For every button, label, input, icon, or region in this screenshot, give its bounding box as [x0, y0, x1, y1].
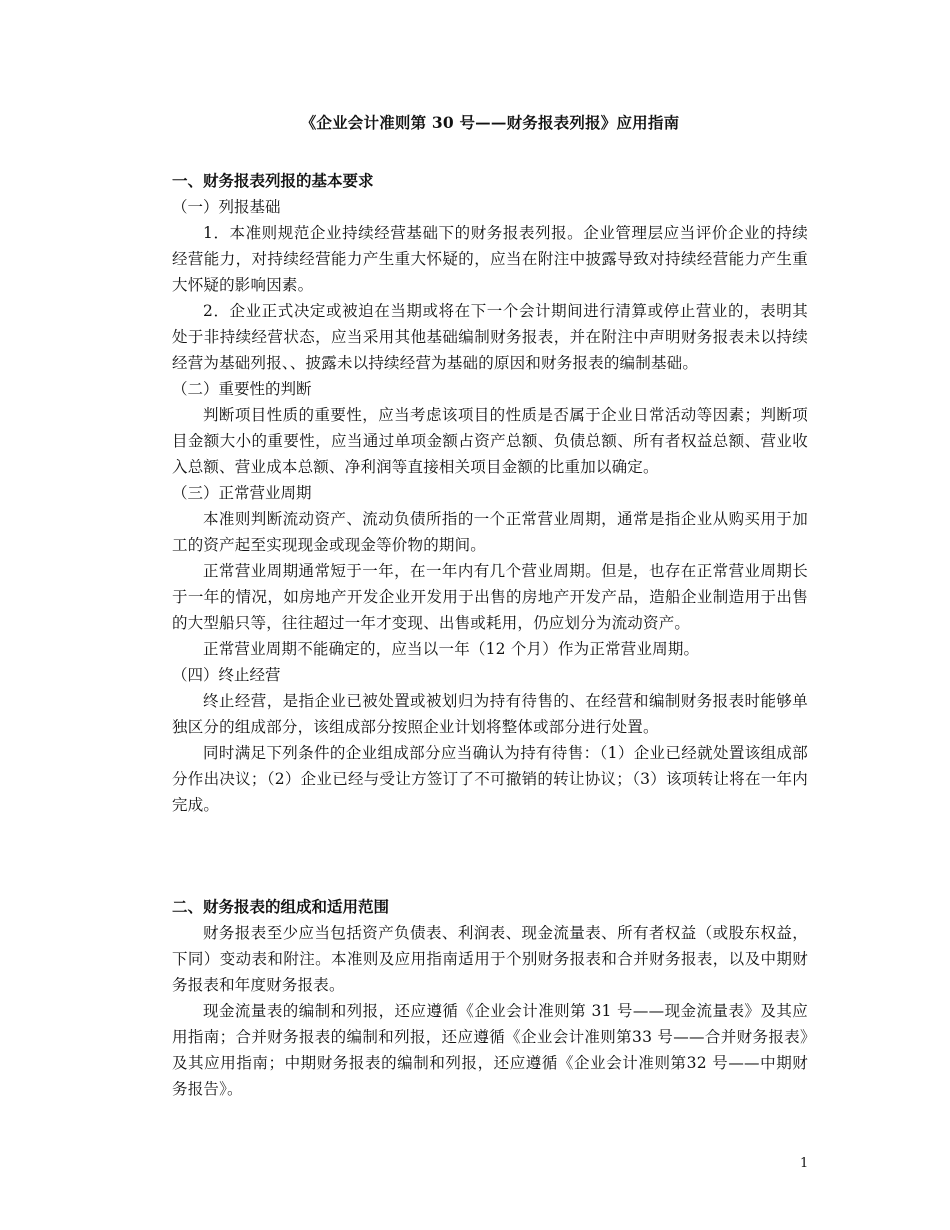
section-heading: 二、财务报表的组成和适用范围 — [172, 897, 390, 916]
subsection-title: （四）终止经营 — [172, 666, 281, 684]
section-heading: 一、财务报表列报的基本要求 — [172, 171, 374, 190]
paragraph: 同时满足下列条件的企业组成部分应当确认为持有待售：（1）企业已经就处置该组成部分作出决议；（2）企业已经与受让方签订了不可撤销的转让协议；（3）该项转让将在一年内完成。 — [172, 744, 808, 814]
paragraph: 现金流量表的编制和列报，还应遵循《企业会计准则第 31 号——现金流量表》及其应用指南；合并财务报表的编制和列报，还应遵循《企业会计准则第33 号——合并财务报表》及其应用指南；中期财务报表的编制和列报，还应遵循《企业会计准则第32 号——中期财务报告》。 — [172, 1002, 808, 1098]
paragraph: 正常营业周期不能确定的，应当以一年（12 个月）作为正常营业周期。 — [203, 640, 700, 658]
section-composition-scope — [172, 894, 808, 1102]
page-number: 1 — [800, 1156, 809, 1171]
subsection-title: （三）正常营业周期 — [172, 484, 312, 502]
paragraph: 财务报表至少应当包括资产负债表、利润表、现金流量表、所有者权益（或股东权益，下同）变动表和附注。本准则及应用指南适用于个别财务报表和合并财务报表，以及中期财务报表和年度财务报表。 — [172, 924, 808, 994]
document-title: 《企业会计准则第 30 号——财务报表列报》应用指南 — [300, 113, 680, 132]
paragraph: 判断项目性质的重要性，应当考虑该项目的性质是否属于企业日常活动等因素；判断项目金额大小的重要性，应当通过单项金额占资产总额、负债总额、所有者权益总额、营业收入总额、营业成本总额、净利润等直接相关项目金额的比重加以确定。 — [172, 406, 808, 476]
paragraph: 正常营业周期通常短于一年，在一年内有几个营业周期。但是，也存在正常营业周期长于一年的情况，如房地产开发企业开发用于出售的房地产开发产品，造船企业制造用于出售的大型船只等，往往超过一年才变现、出售或耗用，仍应划分为流动资产。 — [172, 562, 808, 632]
section-basic-requirements — [172, 168, 808, 818]
paragraph: 终止经营，是指企业已被处置或被划归为持有待售的、在经营和编制财务报表时能够单独区分的组成部分，该组成部分按照企业计划将整体或部分进行处置。 — [172, 692, 808, 736]
paragraph: 本准则判断流动资产、流动负债所指的一个正常营业周期，通常是指企业从购买用于加工的资产起至实现现金或现金等价物的期间。 — [172, 510, 808, 554]
paragraph: 1．本准则规范企业持续经营基础下的财务报表列报。企业管理层应当评价企业的持续经营能力，对持续经营能力产生重大怀疑的，应当在附注中披露导致对持续经营能力产生重大怀疑的影响因素。 — [172, 224, 808, 294]
paragraph: 2．企业正式决定或被迫在当期或将在下一个会计期间进行清算或停止营业的，表明其处于非持续经营状态，应当采用其他基础编制财务报表，并在附注中声明财务报表未以持续经营为基础列报、、披露未以持续经营为基础的原因和财务报表的编制基础。 — [172, 302, 808, 372]
subsection-title: （一）列报基础 — [172, 198, 281, 216]
subsection-title: （二）重要性的判断 — [172, 380, 312, 398]
